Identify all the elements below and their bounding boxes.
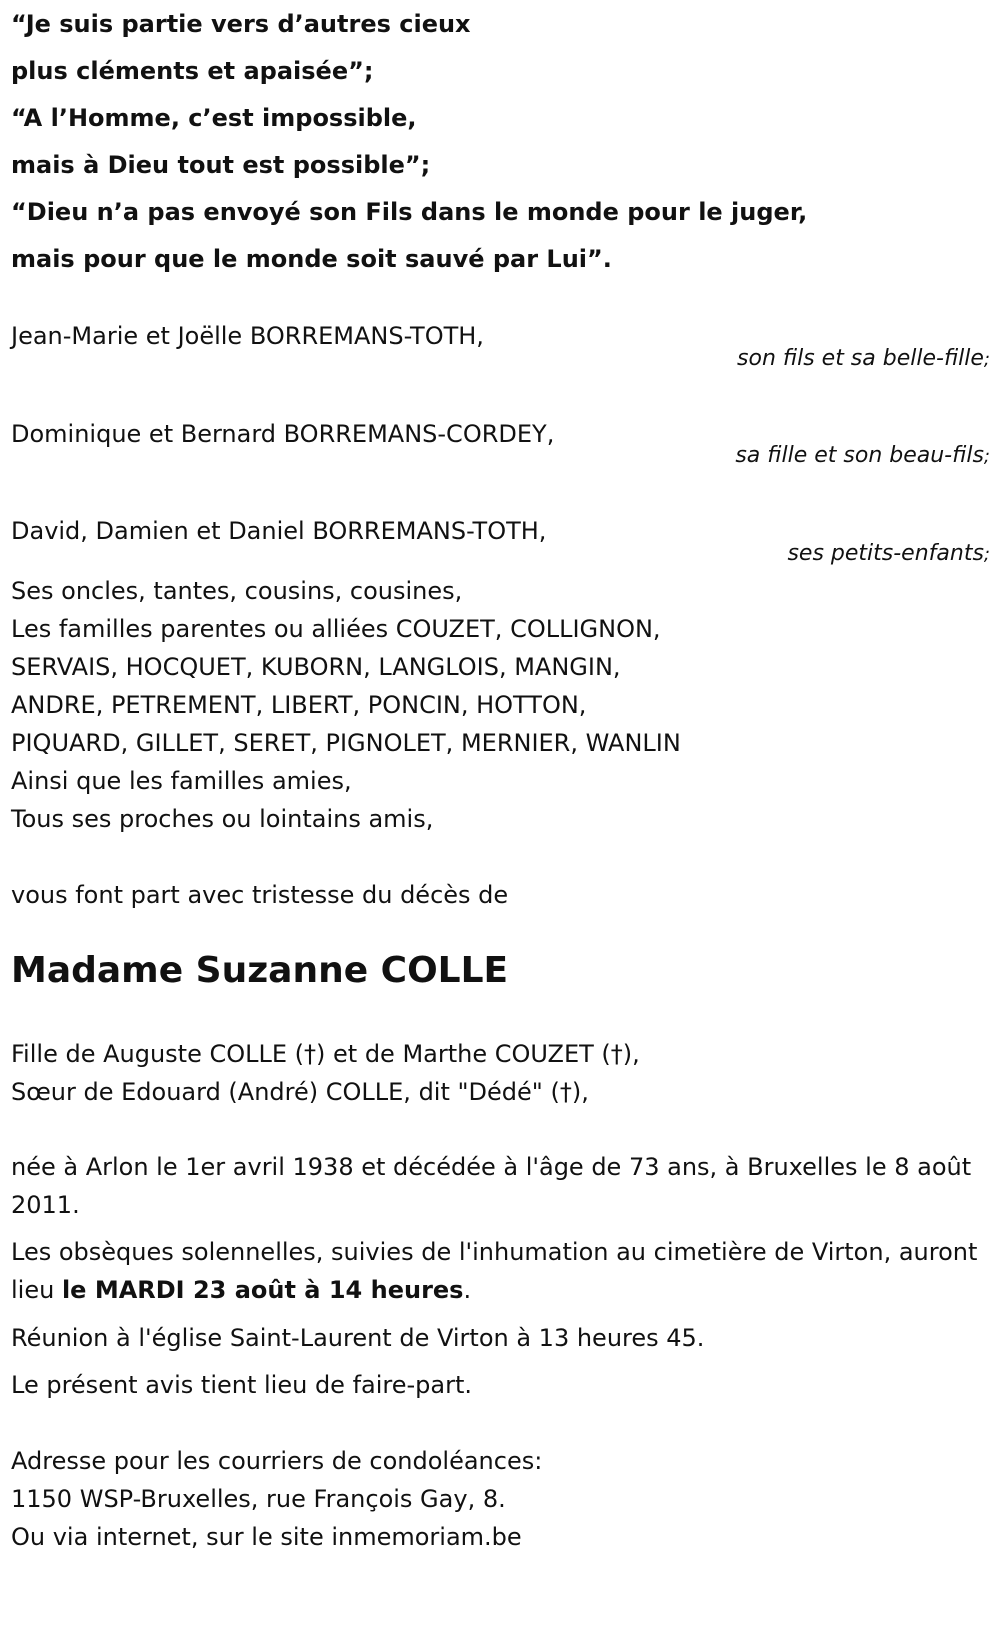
family-relation-sep-2: ; [983,446,990,467]
announcement-text: vous font part avec tristesse du décès de [11,881,509,909]
family-names-1: Jean-Marie et Joëlle BORREMANS-TOTH, [11,322,484,350]
funeral-date-time: le MARDI 23 août à 14 heures [61,1276,464,1304]
family-relation-text-1: son fils et sa belle-fille [737,346,984,371]
family-relation-2 [730,437,990,476]
family-relation-sep-1: ; [983,349,990,370]
parents-line-2: Sœur de Edouard (André) COLLE, dit "Dédé" (†), [11,1078,589,1106]
quote-line-3: “A l’Homme, c’est impossible, [11,104,417,132]
family-relation-1 [730,340,990,379]
relatives-line-5: PIQUARD, GILLET, SERET, PIGNOLET, MERNIER, WANLIN [11,729,681,757]
relatives-line-6: Ainsi que les familles amies, [11,767,352,795]
address-line-1: Adresse pour les courriers de condoléances: [11,1447,543,1475]
meeting-text: Réunion à l'église Saint-Laurent de Virton à 13 heures 45. [11,1324,705,1352]
funeral-suffix: . [463,1276,472,1304]
family-relation-3 [730,535,990,574]
quote-line-6: mais pour que le monde soit sauvé par Lui”. [11,245,612,273]
quote-line-4: mais à Dieu tout est possible”; [11,151,431,179]
funeral-paragraph [11,1233,986,1309]
notice-text: Le présent avis tient lieu de faire-part. [11,1371,473,1399]
family-names-3: David, Damien et Daniel BORREMANS-TOTH, [11,517,547,545]
address-line-3: Ou via internet, sur le site inmemoriam.be [11,1523,522,1551]
birth-death-text: née à Arlon le 1er avril 1938 et décédée à l'âge de 73 ans, à Bruxelles le 8 août 2011. [11,1153,972,1219]
relatives-line-3: SERVAIS, HOCQUET, KUBORN, LANGLOIS, MANGIN, [11,653,621,681]
relatives-line-1: Ses oncles, tantes, cousins, cousines, [11,577,463,605]
relatives-line-2: Les familles parentes ou alliées COUZET, COLLIGNON, [11,615,661,643]
quote-line-5: “Dieu n’a pas envoyé son Fils dans le monde pour le juger, [11,198,808,226]
family-names-2: Dominique et Bernard BORREMANS-CORDEY, [11,420,555,448]
quote-line-2: plus cléments et apaisée”; [11,57,374,85]
family-relation-text-3: ses petits-enfants [787,541,984,566]
deceased-name: Madame Suzanne COLLE [11,950,509,991]
family-relation-text-2: sa fille et son beau-fils [735,443,984,468]
address-line-2: 1150 WSP-Bruxelles, rue François Gay, 8. [11,1485,506,1513]
funeral-prefix: Les obsèques solennelles, suivies de l'inhumation au cimetière de Virton, auront lieu [11,1238,978,1304]
relatives-line-7: Tous ses proches ou lointains amis, [11,805,434,833]
family-relation-sep-3: ; [983,544,990,565]
relatives-line-4: ANDRE, PETREMENT, LIBERT, PONCIN, HOTTON, [11,691,587,719]
parents-line-1: Fille de Auguste COLLE (†) et de Marthe COUZET (†), [11,1040,640,1068]
quote-line-1: “Je suis partie vers d’autres cieux [11,10,471,38]
